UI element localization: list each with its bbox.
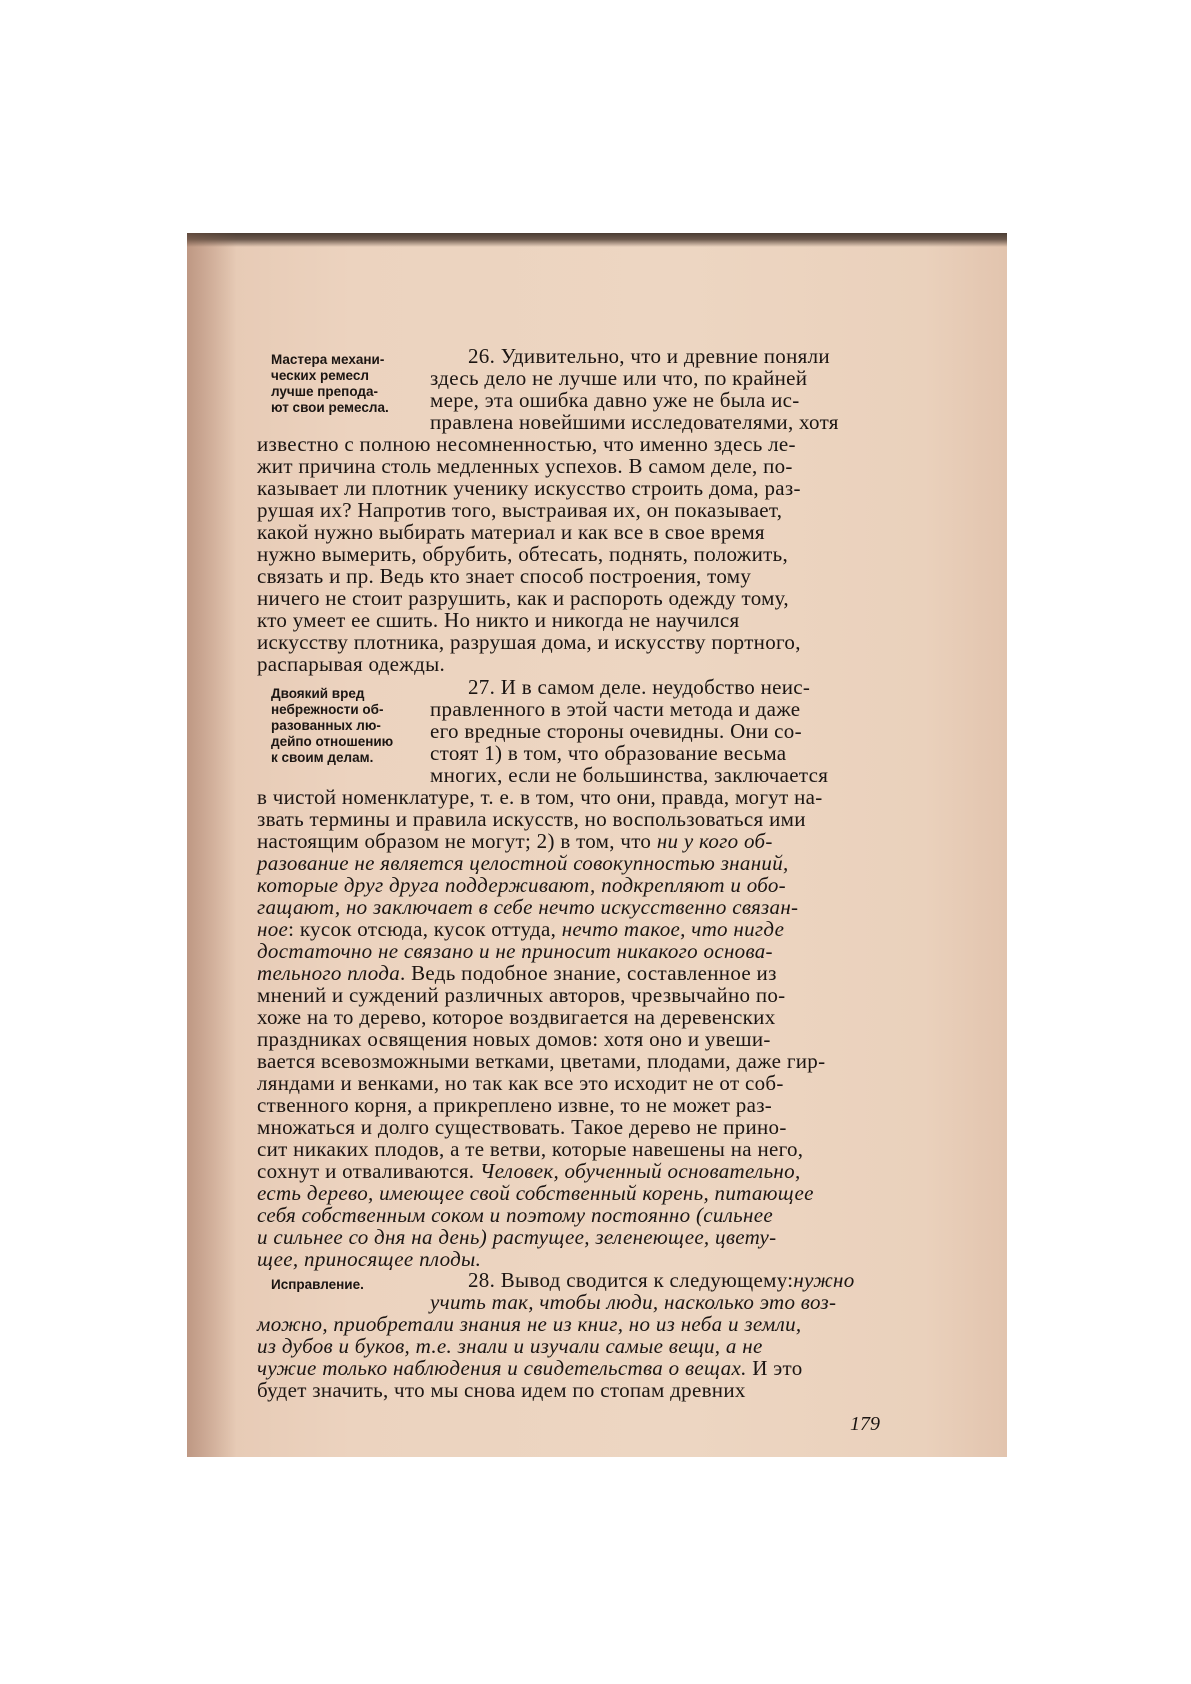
text-line: щее, приносящее плоды. <box>257 1247 482 1271</box>
margin-note-line: Мастера механи- <box>271 352 385 367</box>
text-line: есть дерево, имеющее свой собственный корень, питающее <box>257 1181 814 1205</box>
margin-note-line: небрежности об- <box>271 702 384 717</box>
text-line: вается всевозможными ветками, цветами, плодами, даже гир- <box>257 1049 826 1073</box>
text-line: разование не является целостной совокупностью знаний, <box>257 851 789 875</box>
margin-note-line: Двоякий вред <box>271 686 365 701</box>
text-line: себя собственным соком и поэтому постоянно (сильнее <box>257 1203 773 1227</box>
text-line: чужие только наблюдения и свидетельства о вещах. И это <box>257 1356 803 1380</box>
margin-note-line: дейпо отношению <box>271 734 394 749</box>
margin-note-line: разованных лю- <box>271 718 381 733</box>
text-line: распарывая одежды. <box>257 652 446 676</box>
text-line: сохнут и отваливаются. Человек, обученный основательно, <box>257 1159 801 1183</box>
text-line: правлена новейшими исследователями, хотя <box>430 410 839 434</box>
text-line: сит никаких плодов, а те ветви, которые навешены на него, <box>257 1137 804 1161</box>
page-spine-shadow <box>187 233 237 1457</box>
text-line: правленного в этой части метода и даже <box>430 697 801 721</box>
text-line: настоящим образом не могут; 2) в том, что ни у кого об- <box>257 829 773 853</box>
text-line: из дубов и буков, т.е. знали и изучали самые вещи, а не <box>257 1334 763 1358</box>
text-line: можно, приобретали знания не из книг, но из неба и земли, <box>257 1312 802 1336</box>
text-line: рушая их? Напротив того, выстраивая их, он показывает, <box>257 498 783 522</box>
book-page <box>187 233 1007 1457</box>
text-line: в чистой номенклатуре, т. е. в том, что они, правда, могут на- <box>257 785 823 809</box>
text-line: и сильнее со дня на день) растущее, зеленеющее, цвету- <box>257 1225 777 1249</box>
text-line: ляндами и венками, но так как все это исходит не от соб- <box>257 1071 784 1095</box>
margin-note-correction: Исправление. <box>271 1277 364 1292</box>
text-line: связать и пр. Ведь кто знает способ построения, тому <box>257 564 752 588</box>
text-line: которые друг друга поддерживают, подкрепляют и обо- <box>257 873 786 897</box>
text-line: искусству плотника, разрушая дома, и искусству портного, <box>257 630 801 654</box>
text-line: кто умеет ее сшить. Но никто и никогда не научился <box>257 608 740 632</box>
text-line: 26. Удивительно, что и древние поняли <box>468 344 830 368</box>
text-line: многих, если не большинства, заключается <box>430 763 829 787</box>
text-line: жит причина столь медленных успехов. В самом деле, по- <box>257 454 793 478</box>
text-line: мере, эта ошибка давно уже не была ис- <box>430 388 800 412</box>
text-line: известно с полною несомненностью, что именно здесь ле- <box>257 432 796 456</box>
margin-note-line: ческих ремесл <box>271 368 369 383</box>
text-line: казывает ли плотник ученику искусство строить дома, раз- <box>257 476 801 500</box>
text-line: достаточно не связано и не приносит никакого основа- <box>257 939 773 963</box>
page-top-shadow <box>187 233 1007 247</box>
text-line: множаться и долго существовать. Такое дерево не прино- <box>257 1115 787 1139</box>
margin-note-line: лучше препода- <box>271 384 378 399</box>
text-line: 27. И в самом деле. неудобство неис- <box>468 675 811 699</box>
margin-note-line: к своим делам. <box>271 750 374 765</box>
text-line: тельного плода. Ведь подобное знание, составленное из <box>257 961 777 985</box>
text-line: 28. Вывод сводится к следующему:нужно <box>468 1268 855 1292</box>
text-line: мнений и суждений различных авторов, чрезвычайно по- <box>257 983 786 1007</box>
text-line: ничего не стоит разрушить, как и распороть одежду тому, <box>257 586 789 610</box>
text-line: учить так, чтобы люди, насколько это воз- <box>430 1290 837 1314</box>
text-line: ственного корня, а прикреплено извне, то не может раз- <box>257 1093 773 1117</box>
page-number: 179 <box>850 1413 880 1435</box>
text-line: звать термины и правила искусств, но воспользоваться ими <box>257 807 806 831</box>
text-line: праздниках освящения новых домов: хотя оно и увеши- <box>257 1027 771 1051</box>
margin-note-line: ют свои ремесла. <box>271 400 389 415</box>
text-line: нужно вымерить, обрубить, обтесать, поднять, положить, <box>257 542 789 566</box>
text-line: какой нужно выбирать материал и как все в свое время <box>257 520 765 544</box>
text-line: хоже на то дерево, которое воздвигается на деревенских <box>257 1005 776 1029</box>
text-line: стоят 1) в том, что образование весьма <box>430 741 787 765</box>
text-line: ное: кусок отсюда, кусок оттуда, нечто такое, что нигде <box>257 917 785 941</box>
text-line: здесь дело не лучше или что, по крайней <box>430 366 808 390</box>
text-line: его вредные стороны очевидны. Они со- <box>430 719 802 743</box>
text-line: будет значить, что мы снова идем по стопам древних <box>257 1378 746 1402</box>
text-line: гащают, но заключает в себе нечто искусственно связан- <box>257 895 799 919</box>
